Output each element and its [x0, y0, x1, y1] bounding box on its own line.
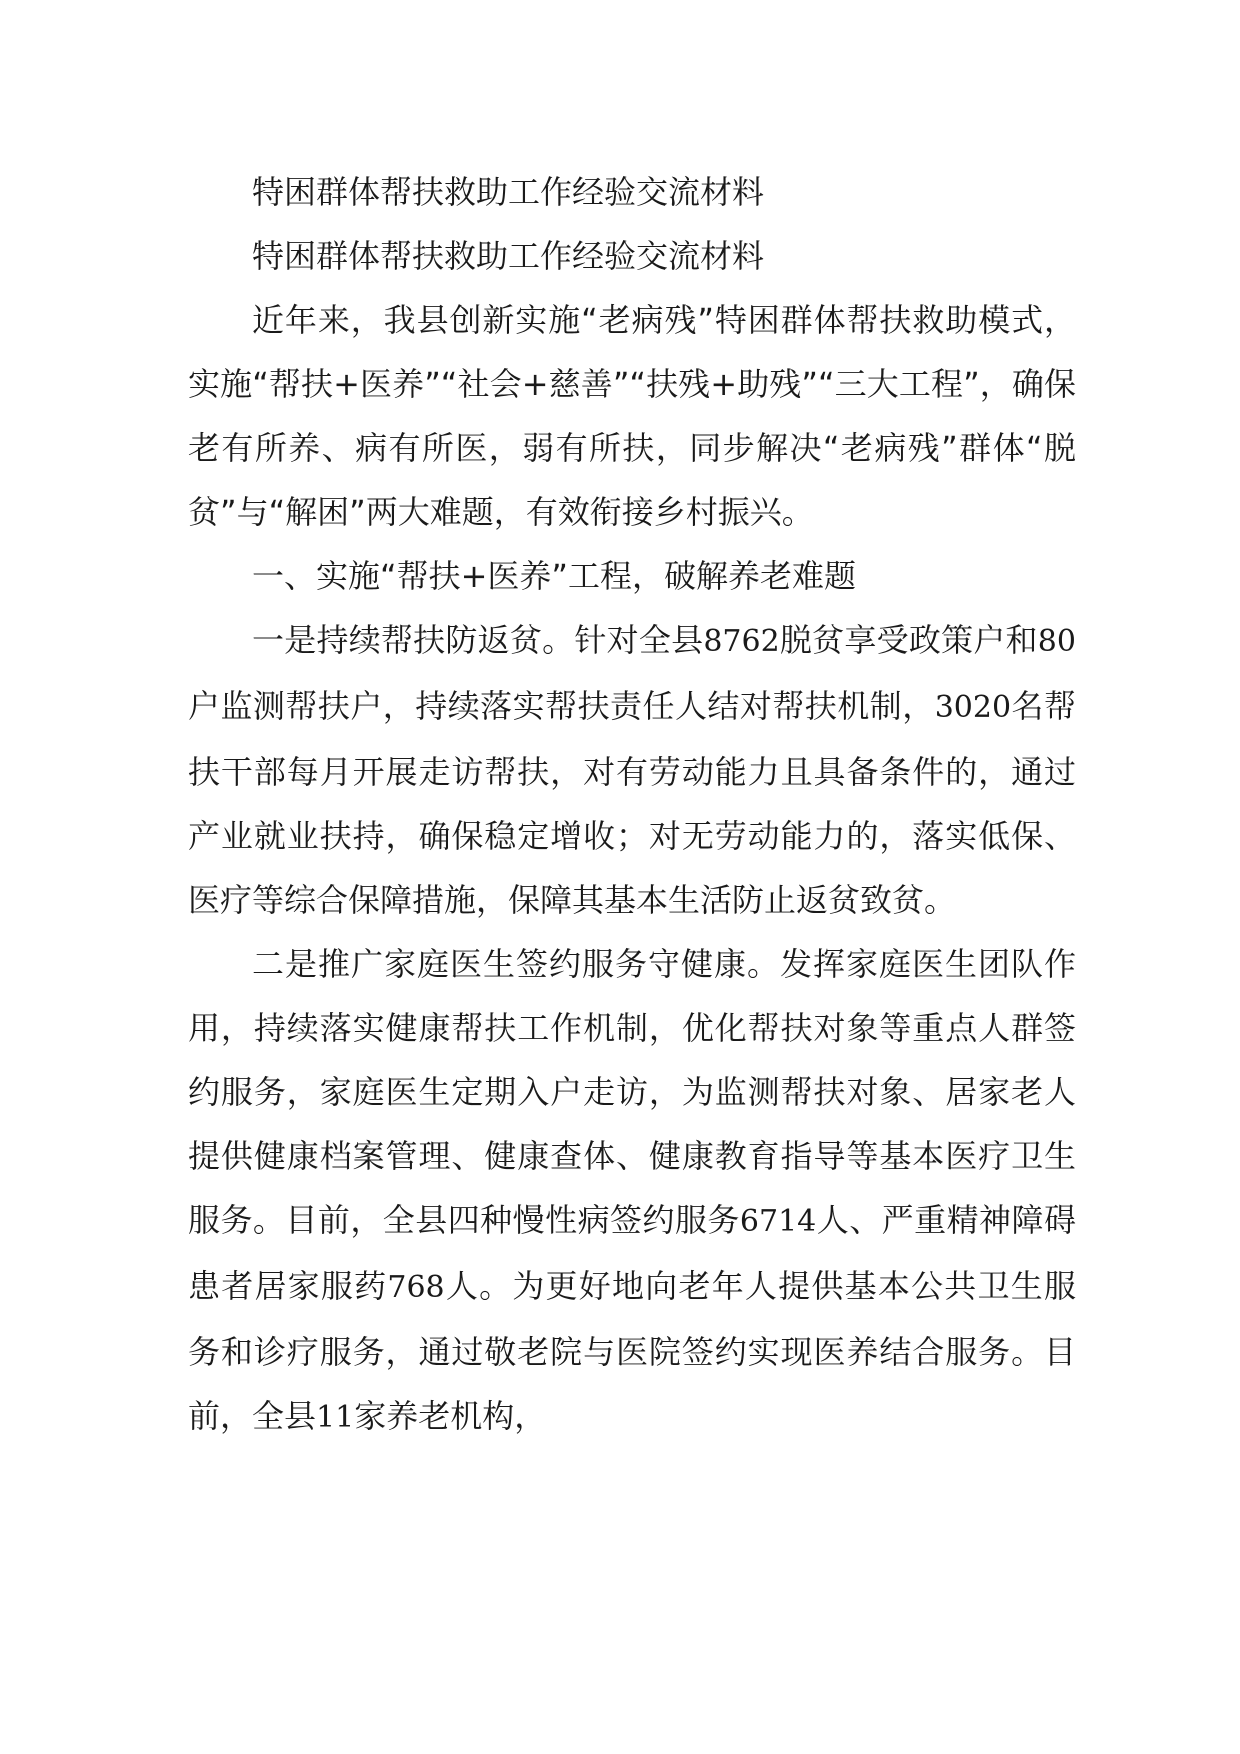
intro-paragraph: 近年来，我县创新实施“老病残”特困群体帮扶救助模式，实施“帮扶+医养”“社会+慈善”“扶残+助残”“三大工程”，确保老有所养、病有所医，弱有所扶，同步解决“老病残”群体“脱贫”与“解困”两大难题，有效衔接乡村振兴。 [188, 301, 1076, 531]
monitored-household-count: 80 [1037, 624, 1076, 659]
paragraph-text: 人。为更好地向老年人提供基本公共卫生服务和诊疗服务，通过敬老院与医院签约实现医养结合服务。目前，全县 [188, 1267, 1076, 1435]
cadre-count: 3020 [934, 690, 1012, 725]
chronic-disease-count: 6714 [739, 1204, 817, 1239]
paragraph-text: 人、严重精神障碍患者居家服药 [188, 1201, 1076, 1305]
section-heading: 一、实施“帮扶+医养”工程，破解养老难题 [252, 557, 856, 595]
care-institution-count: 11 [316, 1400, 355, 1435]
household-count: 8762 [703, 624, 780, 659]
document-body [188, 160, 1076, 1450]
paragraph-text: 一是持续帮扶防返贫。针对全县 [252, 621, 704, 659]
paragraph-text: 户监测帮扶户，持续落实帮扶责任人结对帮扶机制， [188, 687, 935, 725]
paragraph-text: 脱贫享受政策户和 [779, 621, 1038, 659]
paragraph-text: 家养老机构， [354, 1397, 547, 1435]
mental-patient-count: 768 [387, 1270, 445, 1305]
paragraph-poverty-prevention [188, 608, 1076, 932]
paragraph-family-doctor [188, 932, 1076, 1450]
paragraph-text: 二是推广家庭医生签约服务守健康。发挥家庭医生团队作用，持续落实健康帮扶工作机制，优化帮扶对象等重点人群签约服务，家庭医生定期入户走访，为监测帮扶对象、居家老人提供健康档案管理、健康查体、健康教育指导等基本医疗卫生服务。目前，全县四种慢性病签约服务 [188, 945, 1076, 1239]
paragraph-text: 名帮扶干部每月开展走访帮扶，对有劳动能力且具备条件的，通过产业就业扶持，确保稳定增收；对无劳动能力的，落实低保、医疗等综合保障措施，保障其基本生活防止返贫致贫。 [188, 687, 1076, 919]
document-title-repeat: 特困群体帮扶救助工作经验交流材料 [252, 237, 765, 275]
document-title: 特困群体帮扶救助工作经验交流材料 [252, 173, 765, 211]
